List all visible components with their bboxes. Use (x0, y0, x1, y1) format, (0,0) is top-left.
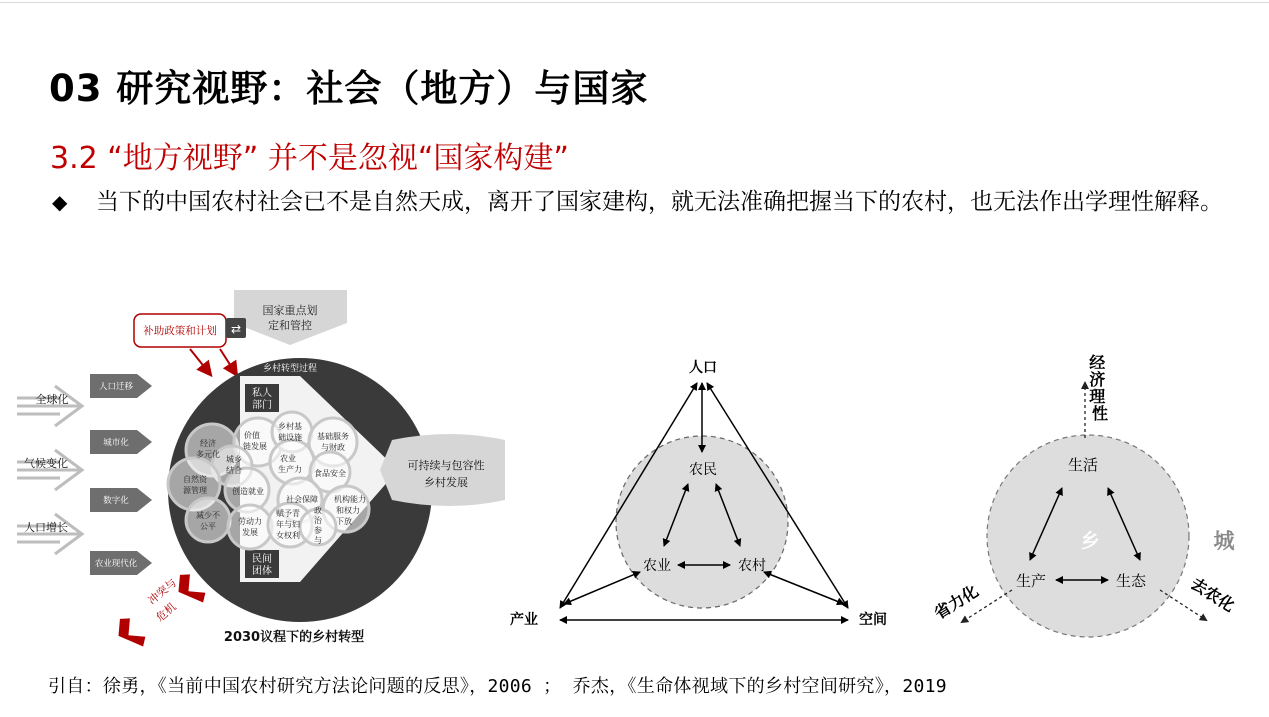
svg-text:生产力: 生产力 (278, 465, 302, 474)
svg-text:农业: 农业 (280, 454, 296, 463)
node-production: 生产 (1015, 572, 1047, 590)
svg-text:础设施: 础设施 (278, 433, 302, 442)
driver-population: 人口增长 (24, 521, 68, 534)
trend-digitalization: 数字化 (103, 496, 129, 506)
svg-text:参: 参 (314, 526, 322, 535)
svg-text:和权力: 和权力 (336, 506, 360, 515)
national-box-line2: 定和管控 (268, 319, 312, 332)
diamond-bullet-icon: ◆ (52, 190, 68, 214)
national-box-line1: 国家重点划 (262, 304, 318, 317)
driver-climate: 气候变化 (24, 457, 68, 470)
svg-text:链发展: 链发展 (243, 442, 267, 451)
trend-urbanization: 城市化 (103, 438, 129, 448)
svg-text:危机: 危机 (153, 600, 179, 625)
svg-text:冲突与: 冲突与 (145, 576, 180, 608)
svg-text:劳动力: 劳动力 (238, 517, 262, 526)
subsidy-label: 补助政策和计划 (143, 325, 217, 337)
svg-text:发展: 发展 (242, 528, 258, 537)
svg-text:机构能力: 机构能力 (334, 495, 366, 504)
node-industry: 产业 (510, 612, 538, 628)
svg-text:创造就业: 创造就业 (232, 487, 264, 496)
svg-text:经济: 经济 (200, 439, 216, 448)
node-life: 生活 (1067, 456, 1099, 474)
process-title: 乡村转型过程 (262, 364, 318, 374)
svg-text:多元化: 多元化 (196, 450, 220, 459)
svg-text:源管理: 源管理 (183, 486, 207, 495)
node-village: 农村 (738, 558, 766, 574)
svg-text:女权利: 女权利 (276, 531, 300, 540)
node-population: 人口 (689, 360, 717, 376)
bullet-text: 当下的中国农村社会已不是自然天成，离开了国家建构，就无法准确把握当下的农村，也无法作出学理性解释。 (96, 189, 1223, 215)
svg-text:结合: 结合 (226, 466, 242, 475)
svg-text:与: 与 (314, 536, 322, 545)
page-title: 03 研究视野：社会（地方）与国家 (49, 67, 649, 110)
svg-text:私人: 私人 (252, 388, 272, 399)
svg-text:价值: 价值 (244, 431, 260, 440)
label-labor-saving: 省力化 (930, 581, 982, 623)
node-space: 空间 (859, 612, 887, 628)
svg-text:⇄: ⇄ (230, 322, 242, 336)
driver-globalization: 全球化 (35, 393, 69, 406)
left-diagram-caption: 2030议程下的乡村转型 (223, 630, 365, 645)
trend-migration: 人口迁移 (98, 382, 134, 392)
svg-text:乡村基: 乡村基 (278, 422, 302, 431)
node-agriculture: 农业 (643, 558, 671, 574)
svg-text:基础服务: 基础服务 (317, 432, 349, 441)
svg-text:年与妇: 年与妇 (276, 520, 300, 529)
svg-text:治: 治 (314, 516, 322, 525)
svg-text:城乡: 城乡 (226, 455, 242, 464)
svg-text:社会保障: 社会保障 (286, 495, 318, 504)
node-ecology: 生态 (1115, 572, 1147, 590)
svg-text:与财政: 与财政 (321, 443, 345, 452)
section-subtitle: 3.2 “地方视野” 并不是忽视“国家构建” (50, 141, 569, 176)
label-economic-rationality: 经 济 理 性 (1089, 353, 1109, 423)
center-rural-label: 乡 (1080, 530, 1100, 552)
trend-agri-modernization: 农业现代化 (94, 559, 138, 569)
svg-text:团体: 团体 (252, 566, 272, 577)
svg-text:民间: 民间 (252, 554, 272, 565)
svg-text:下放: 下放 (336, 517, 352, 526)
svg-text:政: 政 (314, 506, 322, 515)
svg-text:赋予青: 赋予青 (276, 509, 300, 518)
svg-text:部门: 部门 (252, 400, 272, 411)
svg-text:减少不: 减少不 (196, 511, 220, 520)
svg-text:可持续与包容性: 可持续与包容性 (407, 459, 485, 472)
node-farmers: 农民 (689, 462, 717, 478)
label-de-agriculturalization: 去农化 (1187, 573, 1239, 616)
svg-text:公平: 公平 (200, 522, 216, 531)
citation: 引自：徐勇，《当前中国农村研究方法论问题的反思》，2006 ； 乔杰，《生命体视域下的乡村空间研究》，2019 (48, 676, 947, 697)
svg-text:乡村发展: 乡村发展 (424, 476, 468, 489)
svg-text:自然资: 自然资 (183, 475, 207, 484)
city-label: 城 (1213, 529, 1235, 553)
svg-text:食品安全: 食品安全 (314, 469, 346, 478)
